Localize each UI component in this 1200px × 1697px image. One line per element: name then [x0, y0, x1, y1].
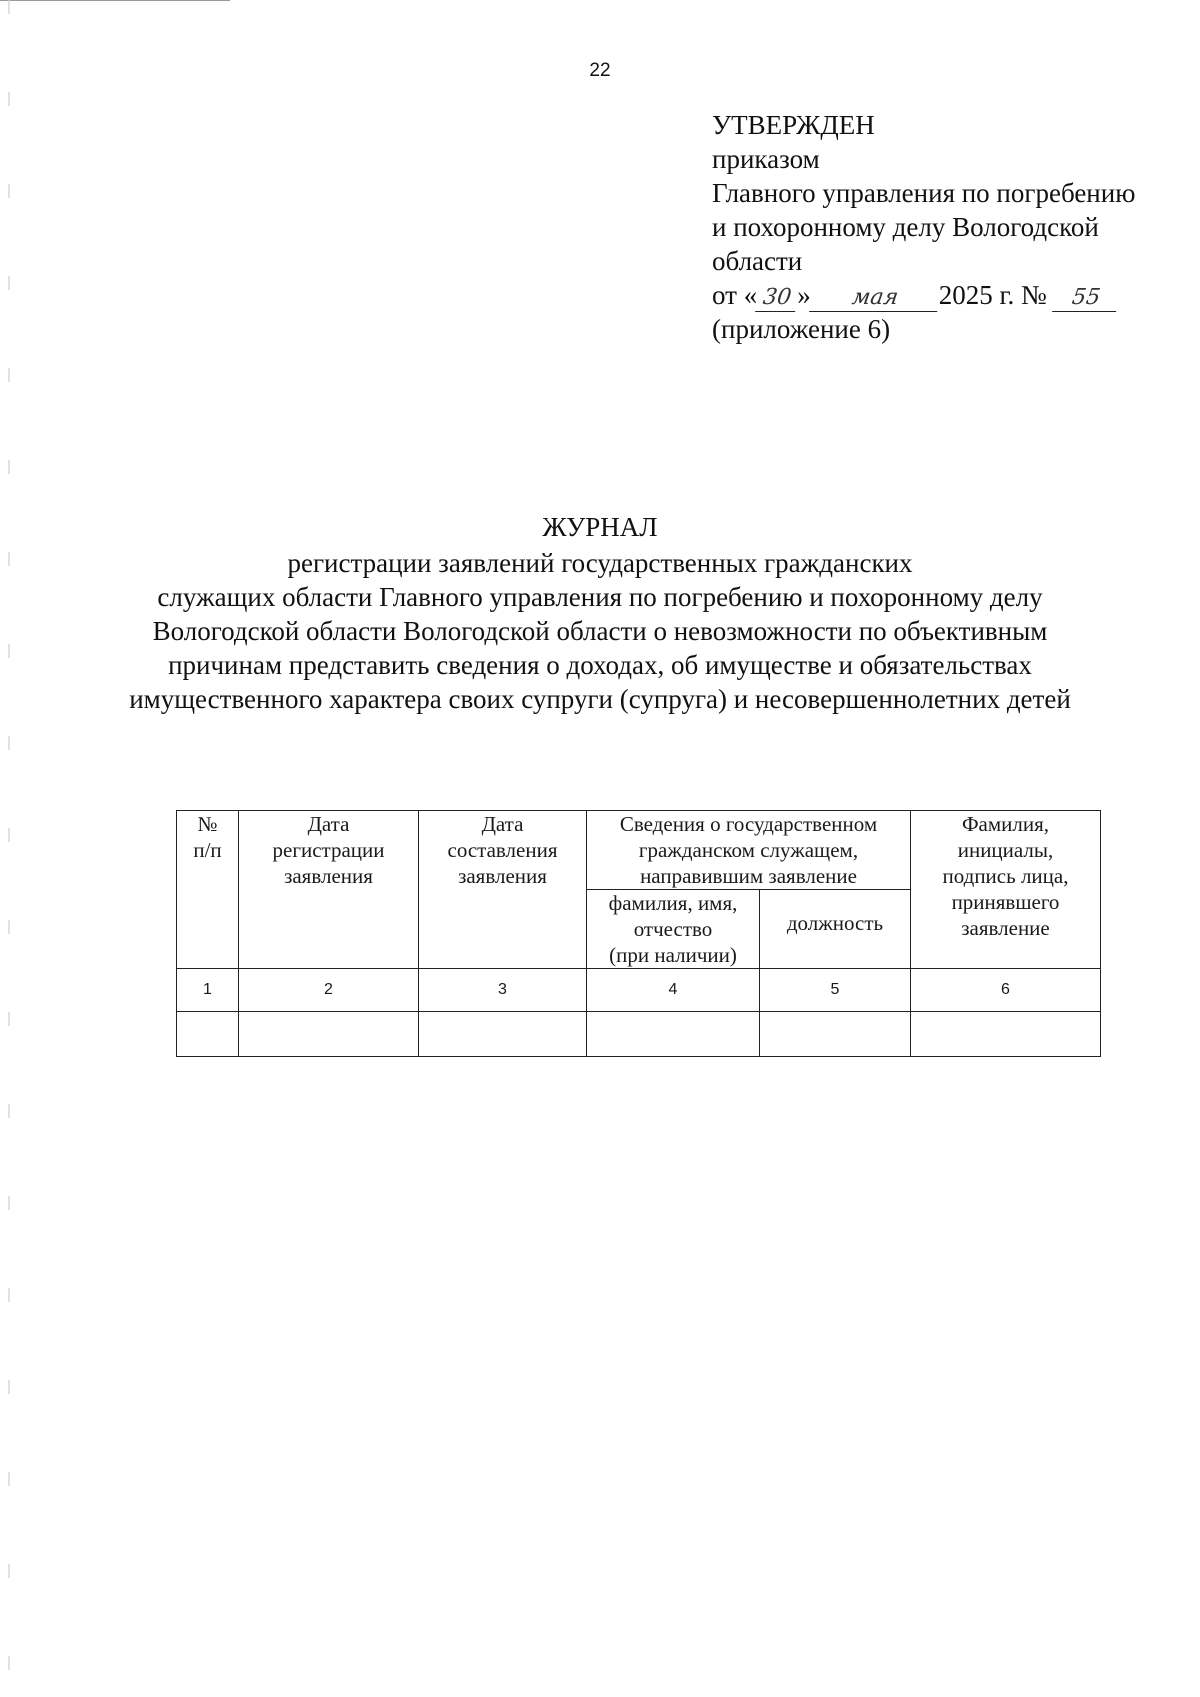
handwritten-order-number: 55	[1052, 285, 1120, 312]
column-number: 1	[177, 969, 239, 1012]
document-subtitle-line: регистрации заявлений государственных гражданских	[287, 548, 913, 578]
scan-margin-marks	[8, 0, 10, 1697]
table-header-row	[177, 811, 1101, 890]
header-number: № п/п	[177, 811, 239, 969]
table-row	[177, 1012, 1101, 1057]
table-cell	[177, 1012, 239, 1057]
page-number: 22	[589, 60, 611, 81]
document-subtitle-line: Вологодской области Вологодской области о невозможности по объективным	[152, 616, 1048, 646]
registration-journal-table	[176, 810, 1101, 1057]
approval-date-line	[712, 278, 1182, 312]
table-column-numbers-row	[177, 969, 1101, 1012]
table-cell	[760, 1012, 911, 1057]
header-position: должность	[760, 890, 911, 969]
document-title-block	[0, 510, 1200, 716]
header-full-name: фамилия, имя, отчество (при наличии)	[587, 890, 760, 969]
document-title: ЖУРНАЛ	[542, 512, 658, 542]
table-cell	[419, 1012, 587, 1057]
table-cell	[911, 1012, 1101, 1057]
header-servant-info-group: Сведения о государственном гражданском служащем, направившим заявление	[587, 811, 911, 890]
handwritten-month: мая	[809, 285, 941, 312]
approval-order-word: приказом	[712, 144, 820, 174]
approval-authority-line3: области	[712, 246, 803, 276]
header-compilation-date: Дата составления заявления	[419, 811, 587, 969]
document-subtitle-line: служащих области Главного управления по погребению и похоронному делу	[157, 582, 1043, 612]
header-registration-date: Дата регистрации заявления	[239, 811, 419, 969]
header-receiver: Фамилия, инициалы, подпись лица, принявшего заявление	[911, 811, 1101, 969]
date-prefix: от «	[712, 280, 758, 310]
scan-edge-line	[0, 0, 230, 1]
date-year: 2025 г. №	[938, 280, 1054, 310]
date-mid: »	[797, 280, 811, 310]
approval-authority-line2: и похоронному делу Вологодской	[712, 212, 1099, 242]
column-number: 5	[760, 969, 911, 1012]
table-cell	[587, 1012, 760, 1057]
approval-block	[712, 108, 1182, 346]
column-number: 4	[587, 969, 760, 1012]
handwritten-day: 30	[755, 285, 799, 312]
approval-heading: УТВЕРЖДЕН	[712, 110, 875, 140]
approval-appendix: (приложение 6)	[712, 314, 891, 344]
document-subtitle-line: имущественного характера своих супруги (супруга) и несовершеннолетних детей	[129, 684, 1071, 714]
column-number: 2	[239, 969, 419, 1012]
table-cell	[239, 1012, 419, 1057]
column-number: 3	[419, 969, 587, 1012]
approval-authority-line1: Главного управления по погребению	[712, 178, 1136, 208]
document-subtitle-line: причинам представить сведения о доходах, об имуществе и обязательствах	[168, 650, 1032, 680]
column-number: 6	[911, 969, 1101, 1012]
